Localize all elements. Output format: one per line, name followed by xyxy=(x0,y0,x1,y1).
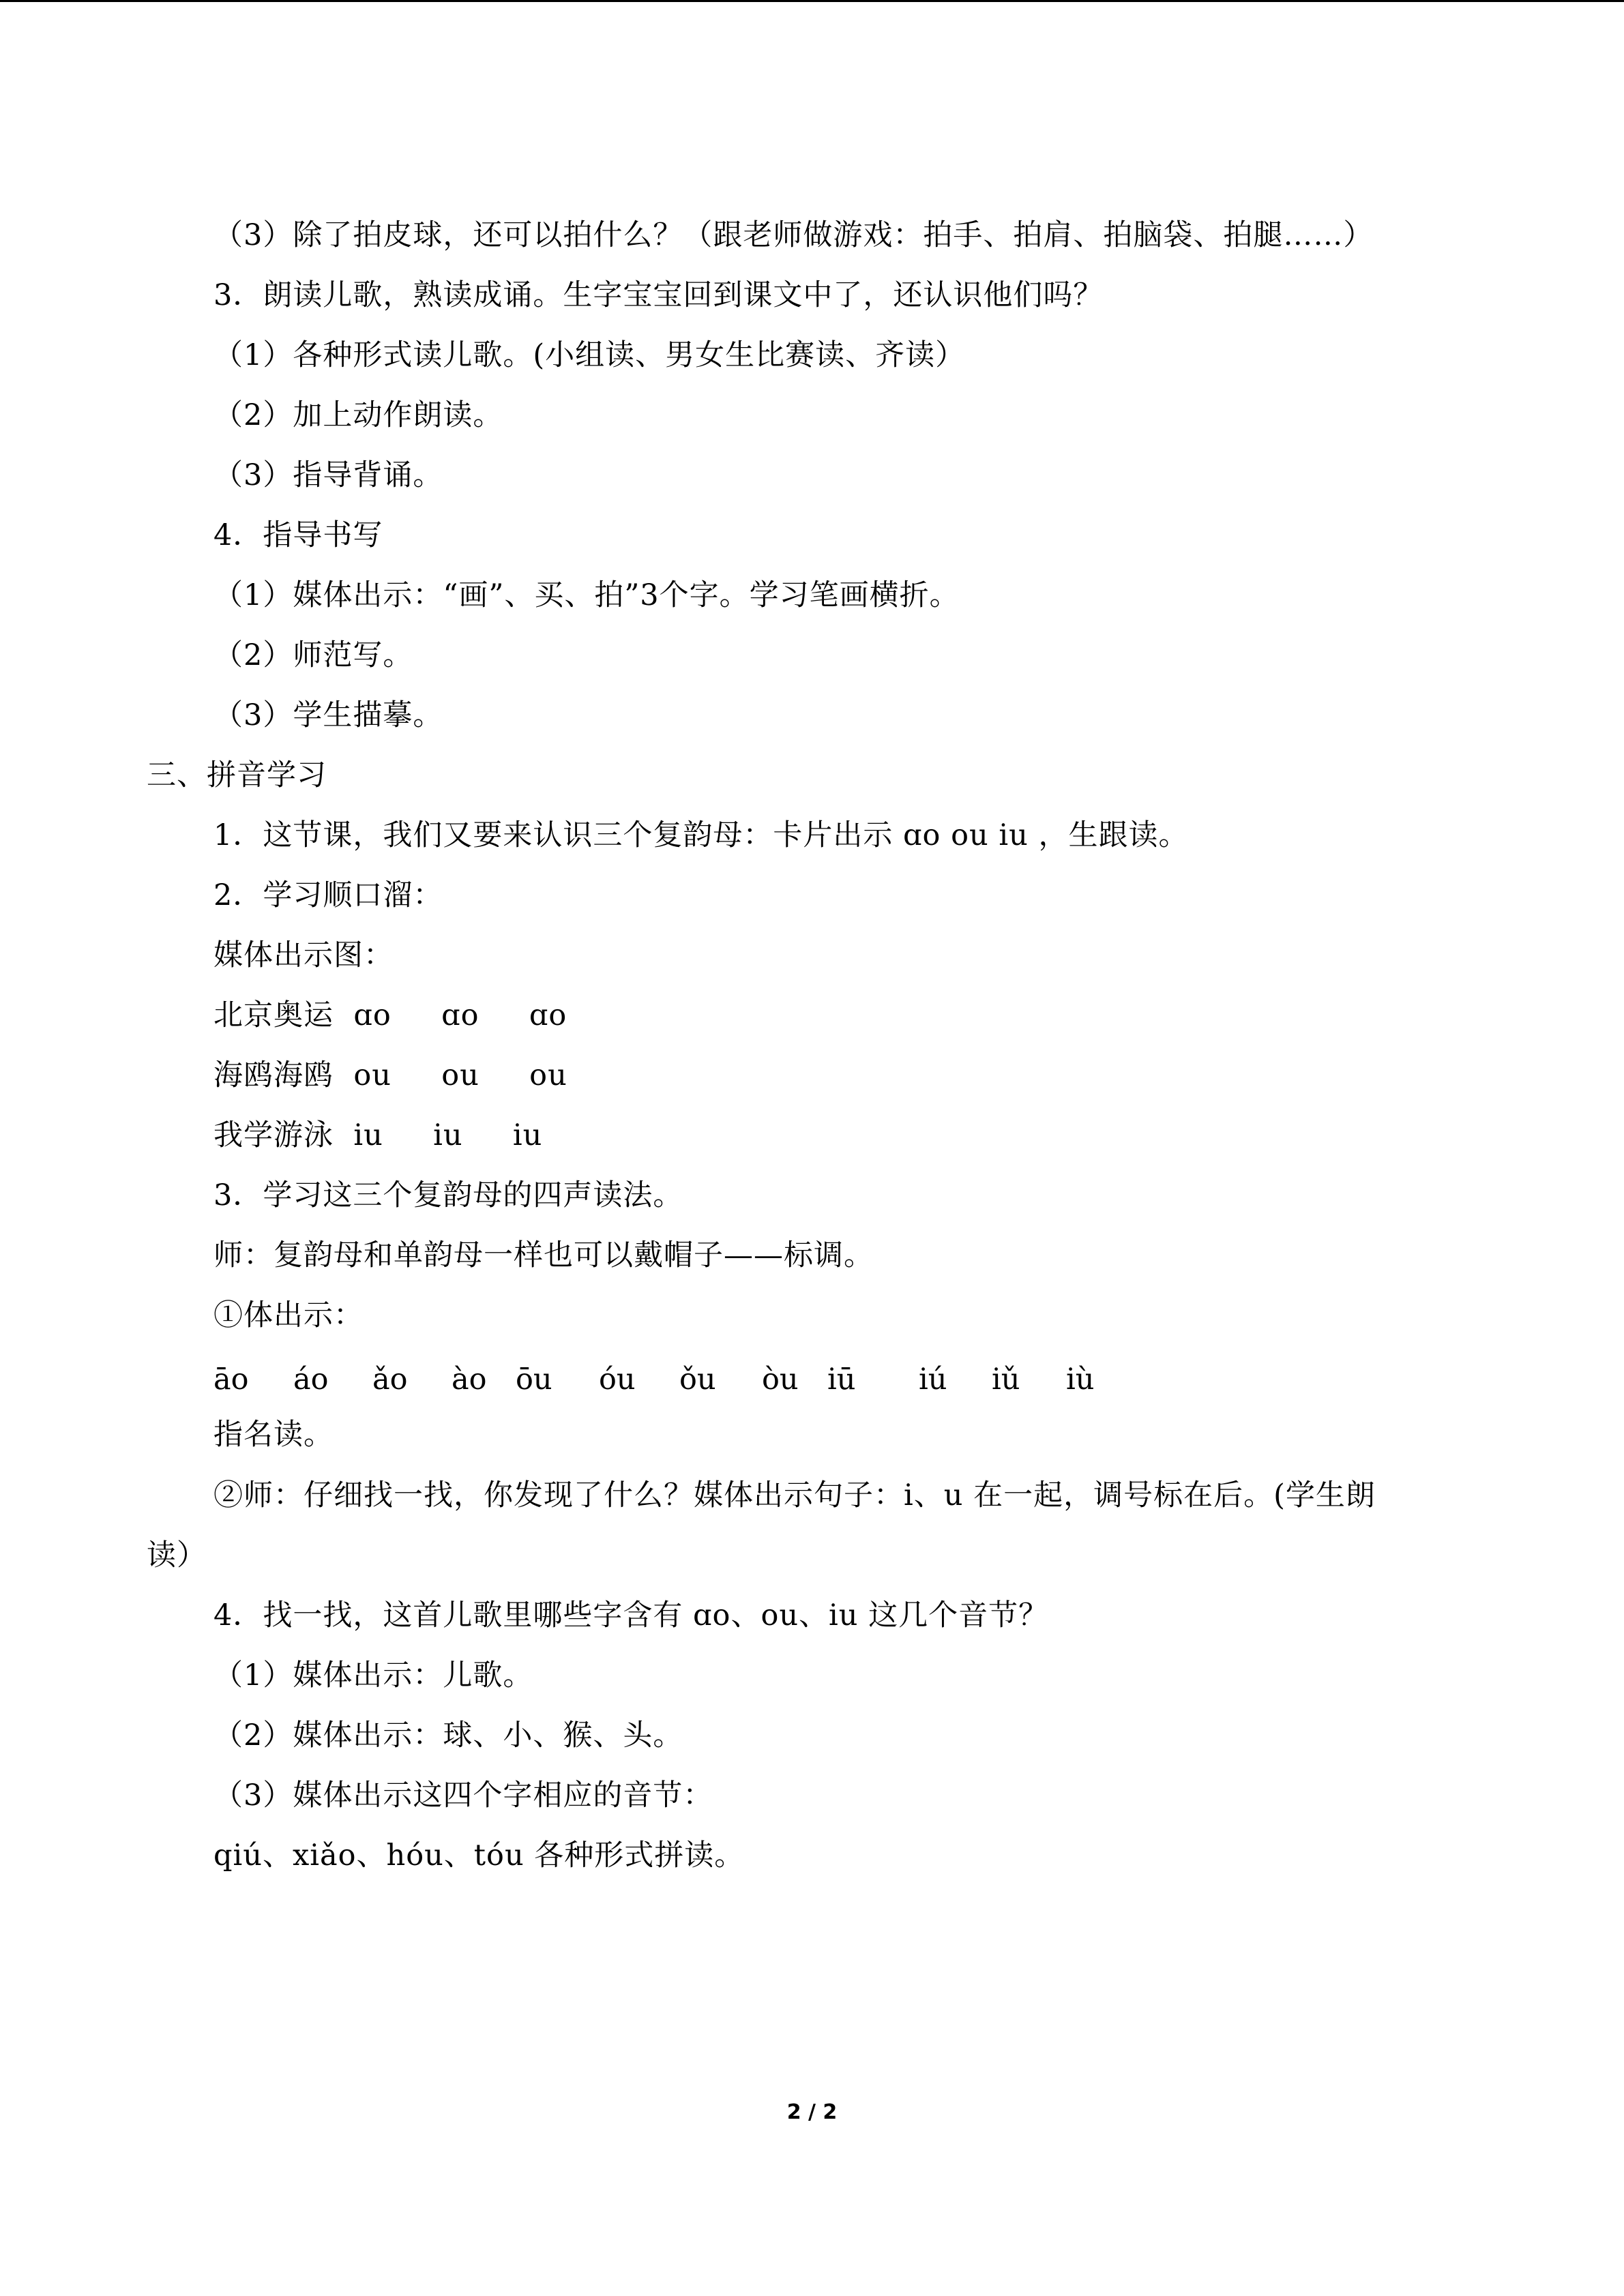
text-line: （1）媒体出示：儿歌。 xyxy=(213,1658,533,1693)
text-line: qiú、xiǎo、hóu、tóu 各种形式拼读。 xyxy=(213,1838,745,1873)
tone-syllable: āo xyxy=(213,1362,249,1397)
text-line: ②师：仔细找一找，你发现了什么？媒体出示句子：i、u 在一起，调号标在后。(学生朗 xyxy=(213,1478,1376,1512)
tone-syllable: ōu xyxy=(516,1362,552,1397)
tone-syllable: ào xyxy=(452,1362,487,1397)
text-line: 师：复韵母和单韵母一样也可以戴帽子——标调。 xyxy=(213,1238,874,1272)
tone-syllable: ǒu xyxy=(679,1362,716,1397)
tone-syllable: óu xyxy=(599,1362,636,1397)
section-heading: 三、拼音学习 xyxy=(147,758,327,792)
tone-syllable: iù xyxy=(1066,1362,1095,1397)
text-line: 1．这节课，我们又要来认识三个复韵母：卡片出示 ɑo ou iu ，生跟读。 xyxy=(213,818,1189,852)
text-line: 3．学习这三个复韵母的四声读法。 xyxy=(213,1178,683,1212)
text-line: （3）指导背诵。 xyxy=(213,458,443,492)
text-line: 4．找一找，这首儿歌里哪些字含有 ɑo、ou、iu 这几个音节？ xyxy=(213,1598,1049,1632)
text-line: （3）除了拍皮球，还可以拍什么？（跟老师做游戏：拍手、拍肩、拍脑袋、拍腿……） xyxy=(213,218,1374,252)
rhyme-line: 我学游泳 iu iu iu xyxy=(213,1118,543,1152)
tone-syllable: òu xyxy=(762,1362,799,1397)
text-line: （2）加上动作朗读。 xyxy=(213,398,503,432)
text-line: 读） xyxy=(147,1538,207,1572)
top-border xyxy=(0,0,1624,2)
tone-syllable: iú xyxy=(919,1362,947,1397)
page-number: 2 / 2 xyxy=(786,2100,838,2124)
tone-syllable: iū xyxy=(827,1362,856,1397)
text-line: 3．朗读儿歌，熟读成诵。生字宝宝回到课文中了，还认识他们吗？ xyxy=(213,278,1104,312)
rhyme-line: 海鸥海鸥 ou ou ou xyxy=(213,1058,567,1092)
text-line: 媒体出示图： xyxy=(213,938,394,972)
text-line: （3）学生描摹。 xyxy=(213,698,443,732)
text-line: 4．指导书写 xyxy=(213,518,383,552)
tone-syllable: áo xyxy=(293,1362,329,1397)
rhyme-line: 北京奥运 ɑo ɑo ɑo xyxy=(213,998,567,1032)
text-line: ①体出示： xyxy=(213,1298,364,1332)
text-line: （3）媒体出示这四个字相应的音节： xyxy=(213,1778,713,1813)
text-line: （2）师范写。 xyxy=(213,638,413,672)
text-line: （1）各种形式读儿歌。(小组读、男女生比赛读、齐读） xyxy=(213,338,966,372)
text-line: （2）媒体出示：球、小、猴、头。 xyxy=(213,1718,683,1753)
text-line: 指名读。 xyxy=(213,1418,334,1452)
text-line: （1）媒体出示：“画”、买、拍”3个字。学习笔画横折。 xyxy=(213,578,960,612)
text-line: 2．学习顺口溜： xyxy=(213,878,443,912)
tone-row xyxy=(213,1359,1168,1400)
tone-syllable: ǎo xyxy=(372,1362,408,1397)
tone-syllable: iǔ xyxy=(992,1362,1020,1397)
